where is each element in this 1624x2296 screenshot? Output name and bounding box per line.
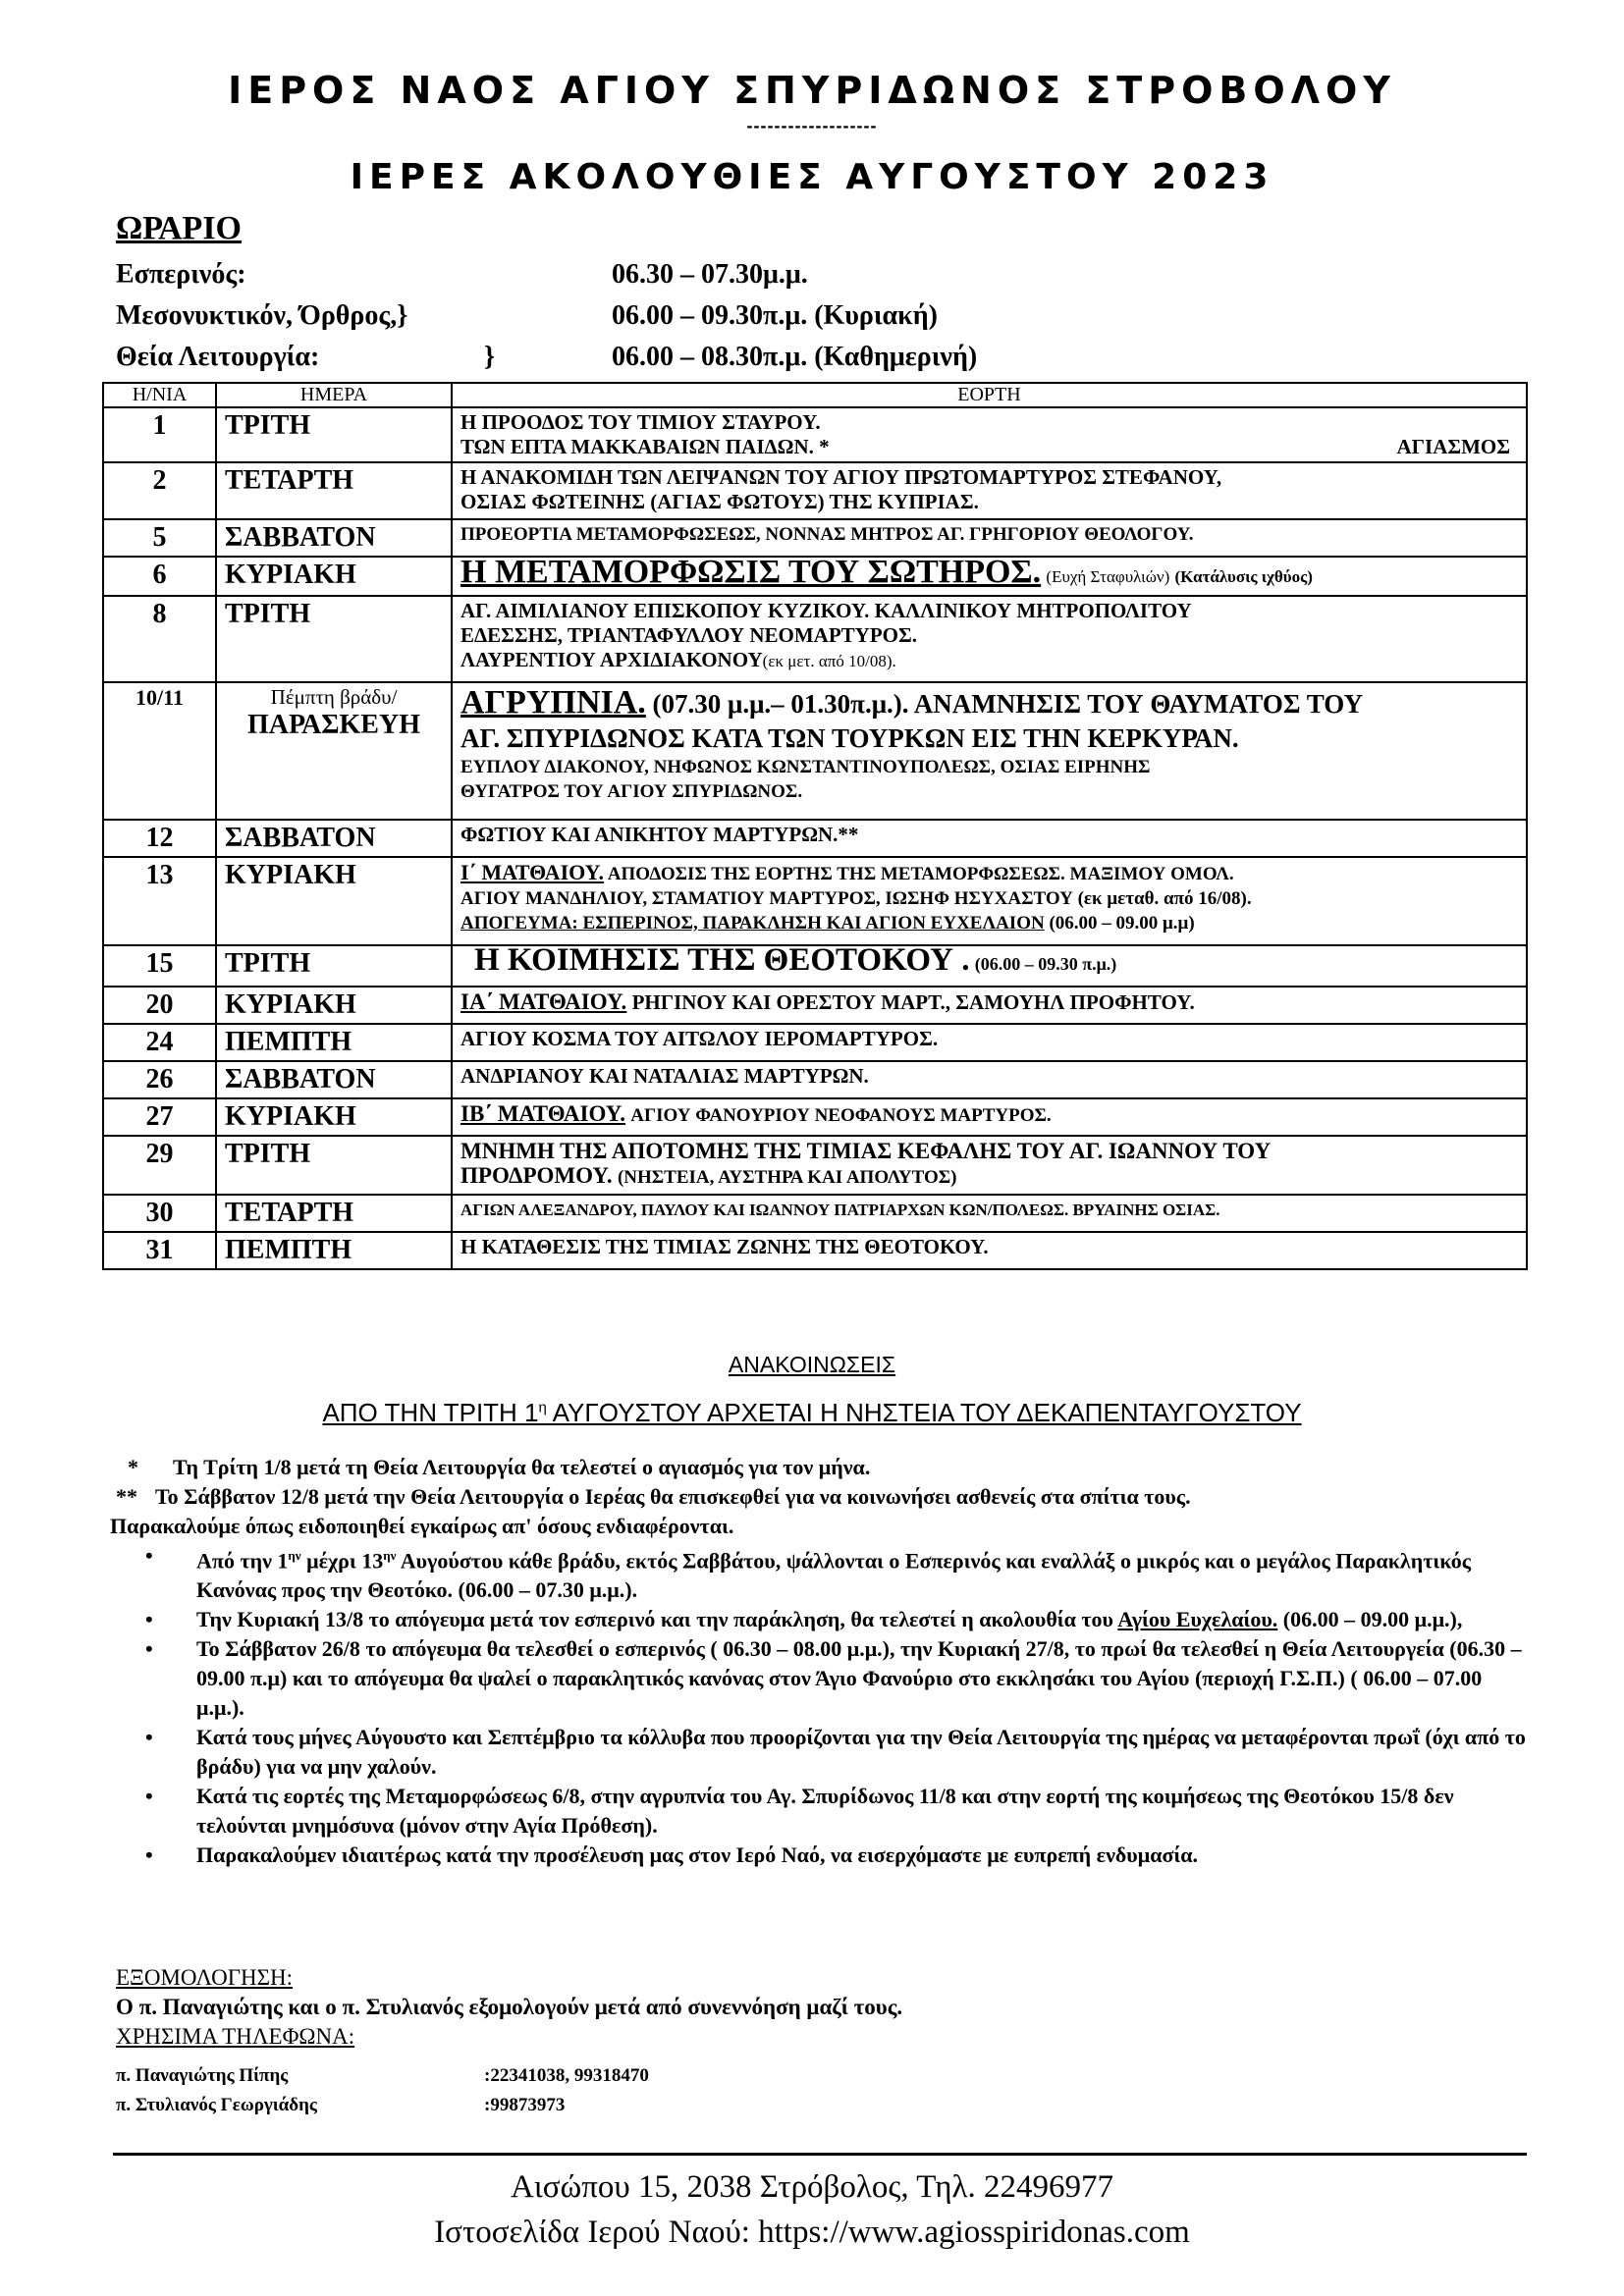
table-row <box>103 1098 1527 1136</box>
schedule-row <box>116 300 938 332</box>
announcements-list <box>116 1541 1530 1870</box>
schedule-time: 06.00 – 08.30π.μ. (Καθημερινή) <box>612 342 978 372</box>
feast-title: Η ΚΟΙΜΗΣΙΣ ΤΗΣ ΘΕΟΤΟΚΟΥ . <box>474 942 970 978</box>
schedule-label: Εσπερινός: <box>116 259 246 290</box>
phone-row <box>116 2091 649 2120</box>
note-text: Παρακαλούμε όπως ειδοποιηθεί εγκαίρως απ' όσους ενδιαφέρονται. <box>110 1514 734 1538</box>
row-day: ΚΥΡΙΑΚΗ <box>216 987 452 1024</box>
row-day: ΤΕΤΑΡΤΗ <box>216 462 452 519</box>
table-row <box>103 682 1527 820</box>
feast-text: ΑΠΟΔΟΣΙΣ ΤΗΣ ΕΟΡΤΗΣ ΤΗΣ ΜΕΤΑΜΟΡΦΩΣΕΩΣ. ΜΑΞΙΜΟΥ ΟΜΟΛ. <box>607 864 1234 884</box>
table-row <box>103 462 1527 519</box>
row-feast <box>452 857 1527 945</box>
note-star2 <box>116 1482 1530 1512</box>
table-row <box>103 857 1527 945</box>
feast-note: (ΝΗΣΤΕΙΑ, ΑΥΣΤΗΡΑ ΚΑΙ ΑΠΟΛΥΤΟΣ) <box>617 1167 957 1188</box>
schedule-label: Μεσονυκτικόν, Όρθρος,} <box>116 300 408 331</box>
row-feast: ΑΓΙΩΝ ΑΛΕΞΑΝΔΡΟΥ, ΠΑΥΛΟΥ ΚΑΙ ΙΩΑΝΝΟΥ ΠΑΤΡΙΑΡΧΩΝ ΚΩΝ/ΠΟΛΕΩΣ. ΒΡΥΑΙΝΗΣ ΟΣΙΑΣ. <box>452 1195 1527 1232</box>
table-header-row <box>103 383 1527 407</box>
announcements-notes <box>110 1453 1530 1870</box>
day-line: Πέμπτη βράδυ/ <box>270 685 398 709</box>
row-date: 1 <box>103 407 216 462</box>
feast-title: ΙΑ΄ ΜΑΤΘΑΙΟΥ. <box>460 989 627 1014</box>
schedule-row <box>116 259 808 291</box>
row-date: 6 <box>103 557 216 596</box>
table-row <box>103 945 1527 987</box>
note-text: Τη Τρίτη 1/8 μετά τη Θεία Λειτουργία θα τελεστεί ο αγιασμός για τον μήνα. <box>173 1455 871 1479</box>
row-day: ΤΡΙΤΗ <box>216 407 452 462</box>
row-date: 5 <box>103 519 216 557</box>
item-text: μέχρι 13 <box>300 1548 384 1574</box>
feast-text: ΑΓΙΟΥ ΦΑΝΟΥΡΙΟΥ ΝΕΟΦΑΝΟΥΣ ΜΑΡΤΥΡΟΣ. <box>630 1105 1052 1126</box>
feast-title: ΙΒ΄ ΜΑΤΘΑΙΟΥ. <box>460 1101 626 1126</box>
phones-heading: ΧΡΗΣΙΜΑ ΤΗΛΕΦΩΝΑ: <box>116 2024 355 2049</box>
feast-line: ΟΣΙΑΣ ΦΩΤΕΙΝΗΣ (ΑΓΙΑΣ ΦΩΤΟΥΣ) ΤΗΣ ΚΥΠΡΙΑΣ. <box>460 490 979 513</box>
schedule-heading: ΩΡΑΡΙΟ <box>116 210 242 246</box>
row-feast <box>452 987 1527 1024</box>
list-item: • Κατά τους μήνες Αύγουστο και Σεπτέμβριο τα κόλλυβα που προορίζονται για την Θεία Λειτουργία της ημέρας να μεταφέρονται πρωΐ (όχι από το βράδυ) για να μην χαλούν. <box>196 1723 1530 1782</box>
row-feast <box>452 554 1527 596</box>
row-date: 26 <box>103 1061 216 1098</box>
row-day: ΣΑΒΒΑΤΟΝ <box>216 820 452 857</box>
table-row <box>103 519 1527 557</box>
feast-note: ΑΓΙΑΣΜΟΣ <box>1396 435 1510 458</box>
row-feast <box>452 1136 1527 1195</box>
feast-text: ΛΑΥΡΕΝΤΙΟΥ ΑΡΧΙΔΙΑΚΟΝΟΥ <box>460 648 763 671</box>
subtitle-text: ΑΠΟ ΤΗΝ ΤΡΙΤΗ 1 <box>322 1398 539 1427</box>
item-text: (06.00 – 09.00 μ.μ.), <box>1277 1607 1463 1632</box>
feast-line: ΕΔΕΣΣΗΣ, ΤΡΙΑΝΤΑΦΥΛΛΟΥ ΝΕΟΜΑΡΤΥΡΟΣ. <box>460 623 917 647</box>
feast-text: ΠΡΟΔΡΟΜΟΥ. <box>460 1163 613 1188</box>
row-date: 29 <box>103 1136 216 1195</box>
feast-text: ΑΠΟΓΕΥΜΑ: ΕΣΠΕΡΙΝΟΣ, ΠΑΡΑΚΛΗΣΗ ΚΑΙ ΑΓΙΟΝ ΕΥΧΕΛΑΙΟΝ <box>460 913 1045 934</box>
day-line: ΠΑΡΑΣΚΕΥΗ <box>247 710 420 740</box>
row-feast <box>452 1098 1527 1136</box>
schedule-label: Θεία Λειτουργία: <box>116 342 320 372</box>
feast-line <box>460 911 1518 935</box>
phone-name: π. Στυλιανός Γεωργιάδης <box>116 2095 317 2115</box>
row-feast: ΦΩΤΙΟΥ ΚΑΙ ΑΝΙΚΗΤΟΥ ΜΑΡΤΥΡΩΝ.** <box>452 820 1527 857</box>
feast-line: ΘΥΓΑΤΡΟΣ ΤΟΥ ΑΓΙΟΥ ΣΠΥΡΙΔΩΝΟΣ. <box>460 781 803 802</box>
schedule-brace: } <box>484 342 496 372</box>
table-row <box>103 596 1527 682</box>
note-mark: ** <box>116 1484 137 1509</box>
note-text: Το Σάββατον 12/8 μετά την Θεία Λειτουργία ο Ιερέας θα επισκεφθεί για να κοινωνήσει ασθενείς στα σπίτια τους. <box>155 1484 1191 1509</box>
footer-address: Αισώπου 15, 2038 Στρόβολος, Τηλ. 22496977 <box>510 2169 1113 2205</box>
row-day: ΤΕΤΑΡΤΗ <box>216 1195 452 1232</box>
row-feast <box>452 942 1527 987</box>
footer-website: Ιστοσελίδα Ιερού Ναού: https://www.agiosspiridonas.com <box>434 2215 1190 2250</box>
feast-note: (06.00 – 09.00 μ.μ) <box>1049 913 1195 934</box>
table-row <box>103 1061 1527 1098</box>
row-day: ΚΥΡΙΑΚΗ <box>216 857 452 945</box>
row-day: ΤΡΙΤΗ <box>216 1136 452 1195</box>
row-day: ΠΕΜΠΤΗ <box>216 1232 452 1269</box>
row-date: 10/11 <box>103 682 216 820</box>
row-feast <box>452 462 1527 519</box>
feast-title: ΑΓΡΥΠΝΙΑ. <box>460 684 646 721</box>
list-item <box>196 1541 1530 1605</box>
list-item: • Το Σάββατον 26/8 το απόγευμα θα τελεσθεί ο εσπερινός ( 06.30 – 08.00 μ.μ.), την Κυριακή 27/8, το πρωί θα τελεσθεί η Θεία Λειτουργεία (06.30 – 09.00 π.μ) και το απόγευμα θα ψαλεί ο παρακλητικός κανόνας στον Άγιο Φανούριο στο εκκλησάκι του Αγίου (περιοχή Γ.Σ.Π.) ( 06.00 – 07.00 μ.μ.). <box>196 1634 1530 1723</box>
item-text: Την Κυριακή 13/8 το απόγευμα μετά τον εσπερινό και την παράκληση, θα τελεστεί η ακολουθία του <box>196 1607 1118 1632</box>
phone-number: :99873973 <box>484 2095 566 2115</box>
feast-line: Η ΑΝΑΚΟΜΙΔΗ ΤΩΝ ΛΕΙΨΑΝΩΝ ΤΟΥ ΑΓΙΟΥ ΠΡΩΤΟΜΑΡΤΥΡΟΣ ΣΤΕΦΑΝΟΥ, <box>460 465 1222 489</box>
church-name: ΙΕΡΟΣ ΝΑΟΣ ΑΓΙΟΥ ΣΠΥΡΙΔΩΝΟΣ ΣΤΡΟΒΟΛΟΥ <box>228 69 1396 112</box>
schedule-time: 06.30 – 07.30μ.μ. <box>612 259 808 290</box>
announcements-subtitle <box>0 1398 1624 1428</box>
table-row <box>103 407 1527 462</box>
row-feast: ΑΓΙΟΥ ΚΟΣΜΑ ΤΟΥ ΑΙΤΩΛΟΥ ΙΕΡΟΜΑΡΤΥΡΟΣ. <box>452 1024 1527 1061</box>
feast-line <box>460 1163 1518 1190</box>
item-text: Από την 1 <box>196 1548 289 1574</box>
table-row <box>103 820 1527 857</box>
subtitle-text: ΑΥΓΟΥΣΤΟΥ ΑΡΧΕΤΑΙ Η ΝΗΣΤΕΙΑ ΤΟΥ ΔΕΚΑΠΕΝΤΑΥΓΟΥΣΤΟΥ <box>546 1398 1302 1427</box>
row-date: 13 <box>103 857 216 945</box>
feast-text: (07.30 μ.μ.– 01.30π.μ.). ΑΝΑΜΝΗΣΙΣ ΤΟΥ ΘΑΥΜΑΤΟΣ ΤΟΥ <box>652 689 1364 719</box>
schedule-time: 06.00 – 09.30π.μ. (Κυριακή) <box>612 300 938 331</box>
table-row <box>103 1195 1527 1232</box>
feast-line: ΑΓ. ΣΠΥΡΙΔΩΝΟΣ ΚΑΤΑ ΤΩΝ ΤΟΥΡΚΩΝ ΕΙΣ ΤΗΝ ΚΕΡΚΥΡΑΝ. <box>460 723 1239 753</box>
announcements-title: ΑΝΑΚΟΙΝΩΣΕΙΣ <box>728 1352 896 1377</box>
row-feast <box>452 407 1527 462</box>
phone-name: π. Παναγιώτης Πίπης <box>116 2065 289 2086</box>
row-feast: Η ΚΑΤΑΘΕΣΙΣ ΤΗΣ ΤΙΜΙΑΣ ΖΩΝΗΣ ΤΗΣ ΘΕΟΤΟΚΟΥ. <box>452 1232 1527 1269</box>
note-star1 <box>116 1453 1530 1482</box>
item-sup: ην <box>383 1548 397 1563</box>
list-item: • Παρακαλούμεν ιδιαιτέρως κατά την προσέλευση μας στον Ιερό Ναό, να εισερχόμαστε με ευπρεπή ενδυμασία. <box>196 1841 1530 1870</box>
row-date: 20 <box>103 987 216 1024</box>
phones-list <box>116 2061 649 2120</box>
feast-note: (Κατάλυσις ιχθύος) <box>1174 567 1313 586</box>
feast-line <box>460 860 1518 886</box>
schedule-row <box>116 342 978 373</box>
feast-line: Η ΠΡΟΟΔΟΣ ΤΟΥ ΤΙΜΙΟΥ ΣΤΑΥΡΟΥ. <box>460 410 821 434</box>
item-sup: ην <box>288 1548 301 1563</box>
confession-heading: ΕΞΟΜΟΛΟΓΗΣΗ: <box>116 1965 294 1990</box>
confession-section <box>116 1963 902 2052</box>
table-row <box>103 1232 1527 1269</box>
item-text: Αυγούστου κάθε βράδυ, εκτός Σαββάτου, ψάλλονται ο Εσπερινός και εναλλάξ ο μικρός και ο μεγάλος Παρακλητικός Κανόνας προς την Θεοτόκο. (06.00 – 07.30 μ.μ.). <box>196 1548 1472 1603</box>
phone-number: :22341038, 99318470 <box>484 2065 649 2086</box>
table-row <box>103 987 1527 1024</box>
feast-line: ΜΝΗΜΗ ΤΗΣ ΑΠΟΤΟΜΗΣ ΤΗΣ ΤΙΜΙΑΣ ΚΕΦΑΛΗΣ ΤΟΥ ΑΓ. ΙΩΑΝΝΟΥ ΤΟΥ <box>460 1139 1272 1163</box>
row-day: ΣΑΒΒΑΤΟΝ <box>216 1061 452 1098</box>
subtitle-sup: η <box>538 1399 547 1416</box>
footer-divider <box>113 2153 1527 2156</box>
feast-line: ΑΓΙΟΥ ΜΑΝΔΗΛΙΟΥ, ΣΤΑΜΑΤΙΟΥ ΜΑΡΤΥΡΟΣ, ΙΩΣΗΦ ΗΣΥΧΑΣΤΟΥ (εκ μεταθ. από 16/08). <box>460 888 1252 909</box>
feast-title: Ι΄ ΜΑΤΘΑΙΟΥ. <box>460 860 605 884</box>
row-feast: ΑΝΔΡΙΑΝΟΥ ΚΑΙ ΝΑΤΑΛΙΑΣ ΜΑΡΤΥΡΩΝ. <box>452 1061 1527 1098</box>
table-row <box>103 1024 1527 1061</box>
confession-text: Ο π. Παναγιώτης και ο π. Στυλιανός εξομολογούν μετά από συνεννόηση μαζί τους. <box>116 1995 903 2019</box>
separator: ------------------- <box>746 116 878 135</box>
services-table <box>102 382 1528 1270</box>
feast-note: (06.00 – 09.30 π.μ.) <box>974 954 1117 974</box>
feast-line <box>460 435 1518 459</box>
row-date: 24 <box>103 1024 216 1061</box>
row-day <box>216 682 452 820</box>
row-date: 15 <box>103 945 216 987</box>
row-feast <box>452 596 1527 682</box>
row-day: ΤΡΙΤΗ <box>216 945 452 987</box>
row-date: 30 <box>103 1195 216 1232</box>
row-date: 12 <box>103 820 216 857</box>
feast-text: ΤΩΝ ΕΠΤΑ ΜΑΚΚΑΒΑΙΩΝ ΠΑΙΔΩΝ. * <box>460 435 830 458</box>
item-text: Αγίου Ευχελαίου. <box>1117 1607 1278 1632</box>
list-item: • Κατά τις εορτές της Μεταμορφώσεως 6/8, στην αγρυπνία του Αγ. Σπυρίδωνος 11/8 και στην εορτή της κοιμήσεως της Θεοτόκου 15/8 δεν τελούνται μνημόσυνα (μόνον στην Αγία Πρόθεση). <box>196 1782 1530 1841</box>
row-feast: ΠΡΟΕΟΡΤΙΑ ΜΕΤΑΜΟΡΦΩΣΕΩΣ, ΝΟΝΝΑΣ ΜΗΤΡΟΣ ΑΓ. ΓΡΗΓΟΡΙΟΥ ΘΕΟΛΟΓΟΥ. <box>452 519 1527 557</box>
page-title: ΙΕΡΕΣ ΑΚΟΛΟΥΘΙΕΣ ΑΥΓΟΥΣΤΟΥ 2023 <box>350 157 1274 197</box>
feast-line: ΕΥΠΛΟΥ ΔΙΑΚΟΝΟΥ, ΝΗΦΩΝΟΣ ΚΩΝΣΤΑΝΤΙΝΟΥΠΟΛΕΩΣ, ΟΣΙΑΣ ΕΙΡΗΝΗΣ <box>460 757 1151 777</box>
row-day: ΠΕΜΠΤΗ <box>216 1024 452 1061</box>
row-date: 2 <box>103 462 216 519</box>
row-feast <box>452 682 1527 820</box>
feast-title: Η ΜΕΤΑΜΟΡΦΩΣΙΣ ΤΟΥ ΣΩΤΗΡΟΣ. <box>460 554 1042 590</box>
row-day: ΚΥΡΙΑΚΗ <box>216 1098 452 1136</box>
feast-note: (Ευχή Σταφυλιών) <box>1046 567 1170 586</box>
table-row <box>103 1136 1527 1195</box>
header-day: ΗΜΕΡΑ <box>216 383 452 407</box>
feast-line <box>460 648 1518 673</box>
feast-text: ΡΗΓΙΝΟΥ ΚΑΙ ΟΡΕΣΤΟΥ ΜΑΡΤ., ΣΑΜΟΥΗΛ ΠΡΟΦΗΤΟΥ. <box>631 990 1195 1014</box>
feast-line: ΑΓ. ΑΙΜΙΛΙΑΝΟΥ ΕΠΙΣΚΟΠΟΥ ΚΥΖΙΚΟΥ. ΚΑΛΛΙΝΙΚΟΥ ΜΗΤΡΟΠΟΛΙΤΟΥ <box>460 599 1192 622</box>
row-day: ΤΡΙΤΗ <box>216 596 452 682</box>
row-day: ΣΑΒΒΑΤΟΝ <box>216 519 452 557</box>
phone-row <box>116 2061 649 2091</box>
header-feast: ΕΟΡΤΗ <box>452 383 1527 407</box>
row-date: 31 <box>103 1232 216 1269</box>
note-mark: * <box>128 1455 138 1479</box>
header-date: Η/ΝΙΑ <box>103 383 216 407</box>
row-date: 27 <box>103 1098 216 1136</box>
feast-note: (εκ μετ. από 10/08). <box>762 652 896 670</box>
list-item <box>196 1605 1530 1634</box>
row-day: ΚΥΡΙΑΚΗ <box>216 557 452 596</box>
table-row <box>103 557 1527 596</box>
row-date: 8 <box>103 596 216 682</box>
feast-line <box>460 685 1518 721</box>
